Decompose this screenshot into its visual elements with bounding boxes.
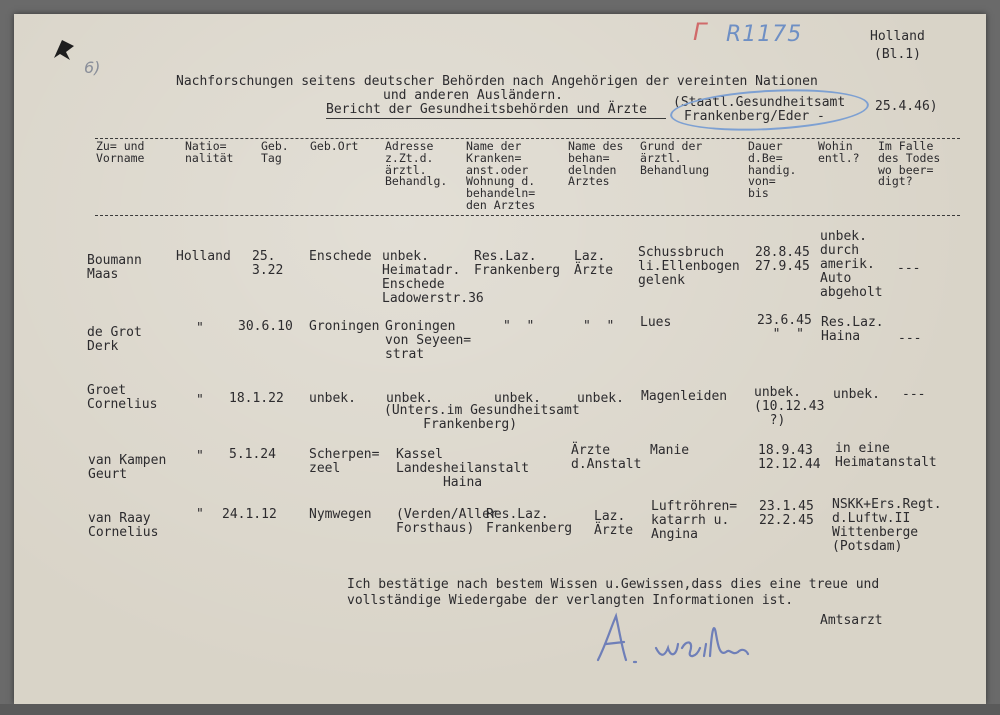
official-role: Amtsarzt	[820, 613, 883, 628]
cell-doctor: Laz. Ärzte	[574, 249, 614, 278]
confirmation-line2: vollständige Wiedergabe der verlangten Informationen ist.	[347, 593, 794, 608]
cell-discharged: NSKK+Ers.Regt. d.Luftw.II Wittenberge (Potsdam)	[832, 497, 942, 554]
authority-line2: Frankenberg/Eder -	[684, 109, 825, 124]
cell-address: unbek.	[386, 391, 433, 406]
col-header-buried: Im Falle des Todes wo beer= digt?	[878, 139, 941, 189]
cell-name: Groet Cornelius	[87, 383, 158, 412]
cell-name: de Grot Derk	[87, 325, 142, 354]
cell-institution: Res.Laz. Frankenberg	[486, 507, 573, 536]
cell-discharged: in eine Heimatanstalt	[835, 441, 937, 470]
cell-birth-date: 18.1.22	[229, 391, 284, 406]
col-header-birth-date: Geb. Tag	[261, 139, 289, 165]
cell-discharged: unbek.	[833, 387, 880, 402]
cell-name: van Kampen Geurt	[88, 453, 167, 482]
col-header-address: Adresse z.Zt.d. ärztl. Behandlg.	[385, 139, 448, 189]
cell-birth-place: Nymwegen	[309, 507, 372, 522]
col-header-birth-place: Geb.Ort	[310, 139, 359, 153]
cell-birth-date: 5.1.24	[229, 447, 276, 462]
sheet-number: (Bl.1)	[874, 47, 921, 62]
cell-institution: unbek.	[494, 391, 541, 406]
country-label: Holland	[870, 29, 925, 44]
cell-nationality: Holland	[176, 249, 231, 264]
cell-institution: Res.Laz. Frankenberg	[474, 249, 561, 278]
col-header-institution: Name der Kranken= anst.oder Wohnung d. behandeln= den Arztes	[466, 139, 536, 212]
cell-doctor: Laz. Ärzte	[594, 509, 634, 538]
cell-buried: ---	[902, 387, 926, 402]
report-underline	[326, 118, 666, 119]
authority-line1: (Staatl.Gesundheitsamt	[673, 95, 846, 110]
cell-address: (Verden/Aller Forsthaus)	[396, 507, 498, 536]
col-header-nationality: Natio= nalität	[185, 139, 234, 165]
cell-birth-place: Scherpen= zeel	[309, 447, 380, 476]
col-header-discharged: Wohin entl.?	[818, 139, 860, 165]
header-rule-bottom	[95, 215, 960, 216]
signature	[590, 604, 760, 670]
col-header-reason: Grund der ärztl. Behandlung	[640, 139, 710, 177]
cell-doctor: " "	[583, 319, 615, 334]
cell-birth-place: Enschede	[309, 249, 372, 264]
cell-birth-date: 24.1.12	[222, 507, 277, 522]
cell-birth-date: 30.6.10	[238, 319, 293, 334]
cell-name: Boumann Maas	[87, 253, 142, 282]
cell-doctor: Ärzte d.Anstalt	[571, 443, 642, 472]
cell-duration: 18.9.43 12.12.44	[758, 443, 821, 472]
cell-name: van Raay Cornelius	[88, 511, 159, 540]
cell-nationality: "	[196, 507, 204, 522]
cell-duration: unbek. (10.12.43 ?)	[754, 385, 825, 428]
punch-hole-mark	[40, 36, 90, 76]
cell-reason: Magenleiden	[641, 389, 728, 404]
cell-institution: " "	[503, 319, 535, 334]
cell-discharged: unbek. durch amerik. Auto abgeholt	[820, 229, 883, 300]
cell-address: Groningen von Seyeen= strat	[385, 319, 472, 362]
cell-nationality: "	[196, 393, 204, 408]
cell-reason: Luftröhren= katarrh u. Angina	[651, 499, 738, 542]
cell-reason: Schussbruch li.Ellenbogen gelenk	[638, 245, 740, 288]
col-header-doctor: Name des behan= delnden Arztes	[568, 139, 624, 189]
report-line: Bericht der Gesundheitsbehörden und Ärzte	[326, 102, 647, 117]
document-title-line1: Nachforschungen seitens deutscher Behörden nach Angehörigen der vereinten Nationen	[176, 74, 818, 89]
cell-reason: Lues	[640, 315, 672, 330]
cell-address: Kassel Landesheilanstalt Haina	[396, 447, 530, 490]
cell-duration: 23.6.45 " "	[757, 313, 812, 342]
document-title-line2: und anderen Ausländern.	[383, 88, 564, 103]
cell-buried: ---	[898, 331, 922, 346]
cell-birth-date: 25. 3.22	[252, 249, 284, 278]
cell-birth-place: unbek.	[309, 391, 356, 406]
cell-birth-place: Groningen	[309, 319, 380, 334]
col-header-name: Zu= und Vorname	[96, 139, 145, 165]
cell-nationality: "	[196, 321, 204, 336]
cell-buried: ---	[897, 261, 921, 276]
confirmation-line1: Ich bestätige nach bestem Wissen u.Gewissen,dass dies eine treue und	[347, 577, 880, 592]
cell-reason: Manie	[650, 443, 690, 458]
report-date: 25.4.46)	[875, 99, 938, 114]
cell-doctor: unbek.	[577, 391, 624, 406]
corner-note: 6)	[84, 58, 101, 77]
cell-address: unbek. Heimatadr. Enschede Ladowerstr.36	[382, 249, 484, 306]
cell-duration: 28.8.45 27.9.45	[755, 245, 810, 274]
cell-note: (Unters.im Gesundheitsamt Frankenberg)	[384, 403, 580, 432]
cell-duration: 23.1.45 22.2.45	[759, 499, 814, 528]
cell-discharged: Res.Laz. Haina	[821, 315, 884, 344]
col-header-duration: Dauer d.Be= handig. von= bis	[748, 139, 797, 201]
handwritten-file-number: R1175	[726, 22, 803, 47]
red-mark: Γ	[693, 18, 707, 46]
scan-edge	[0, 704, 1000, 715]
cell-nationality: "	[196, 449, 204, 464]
